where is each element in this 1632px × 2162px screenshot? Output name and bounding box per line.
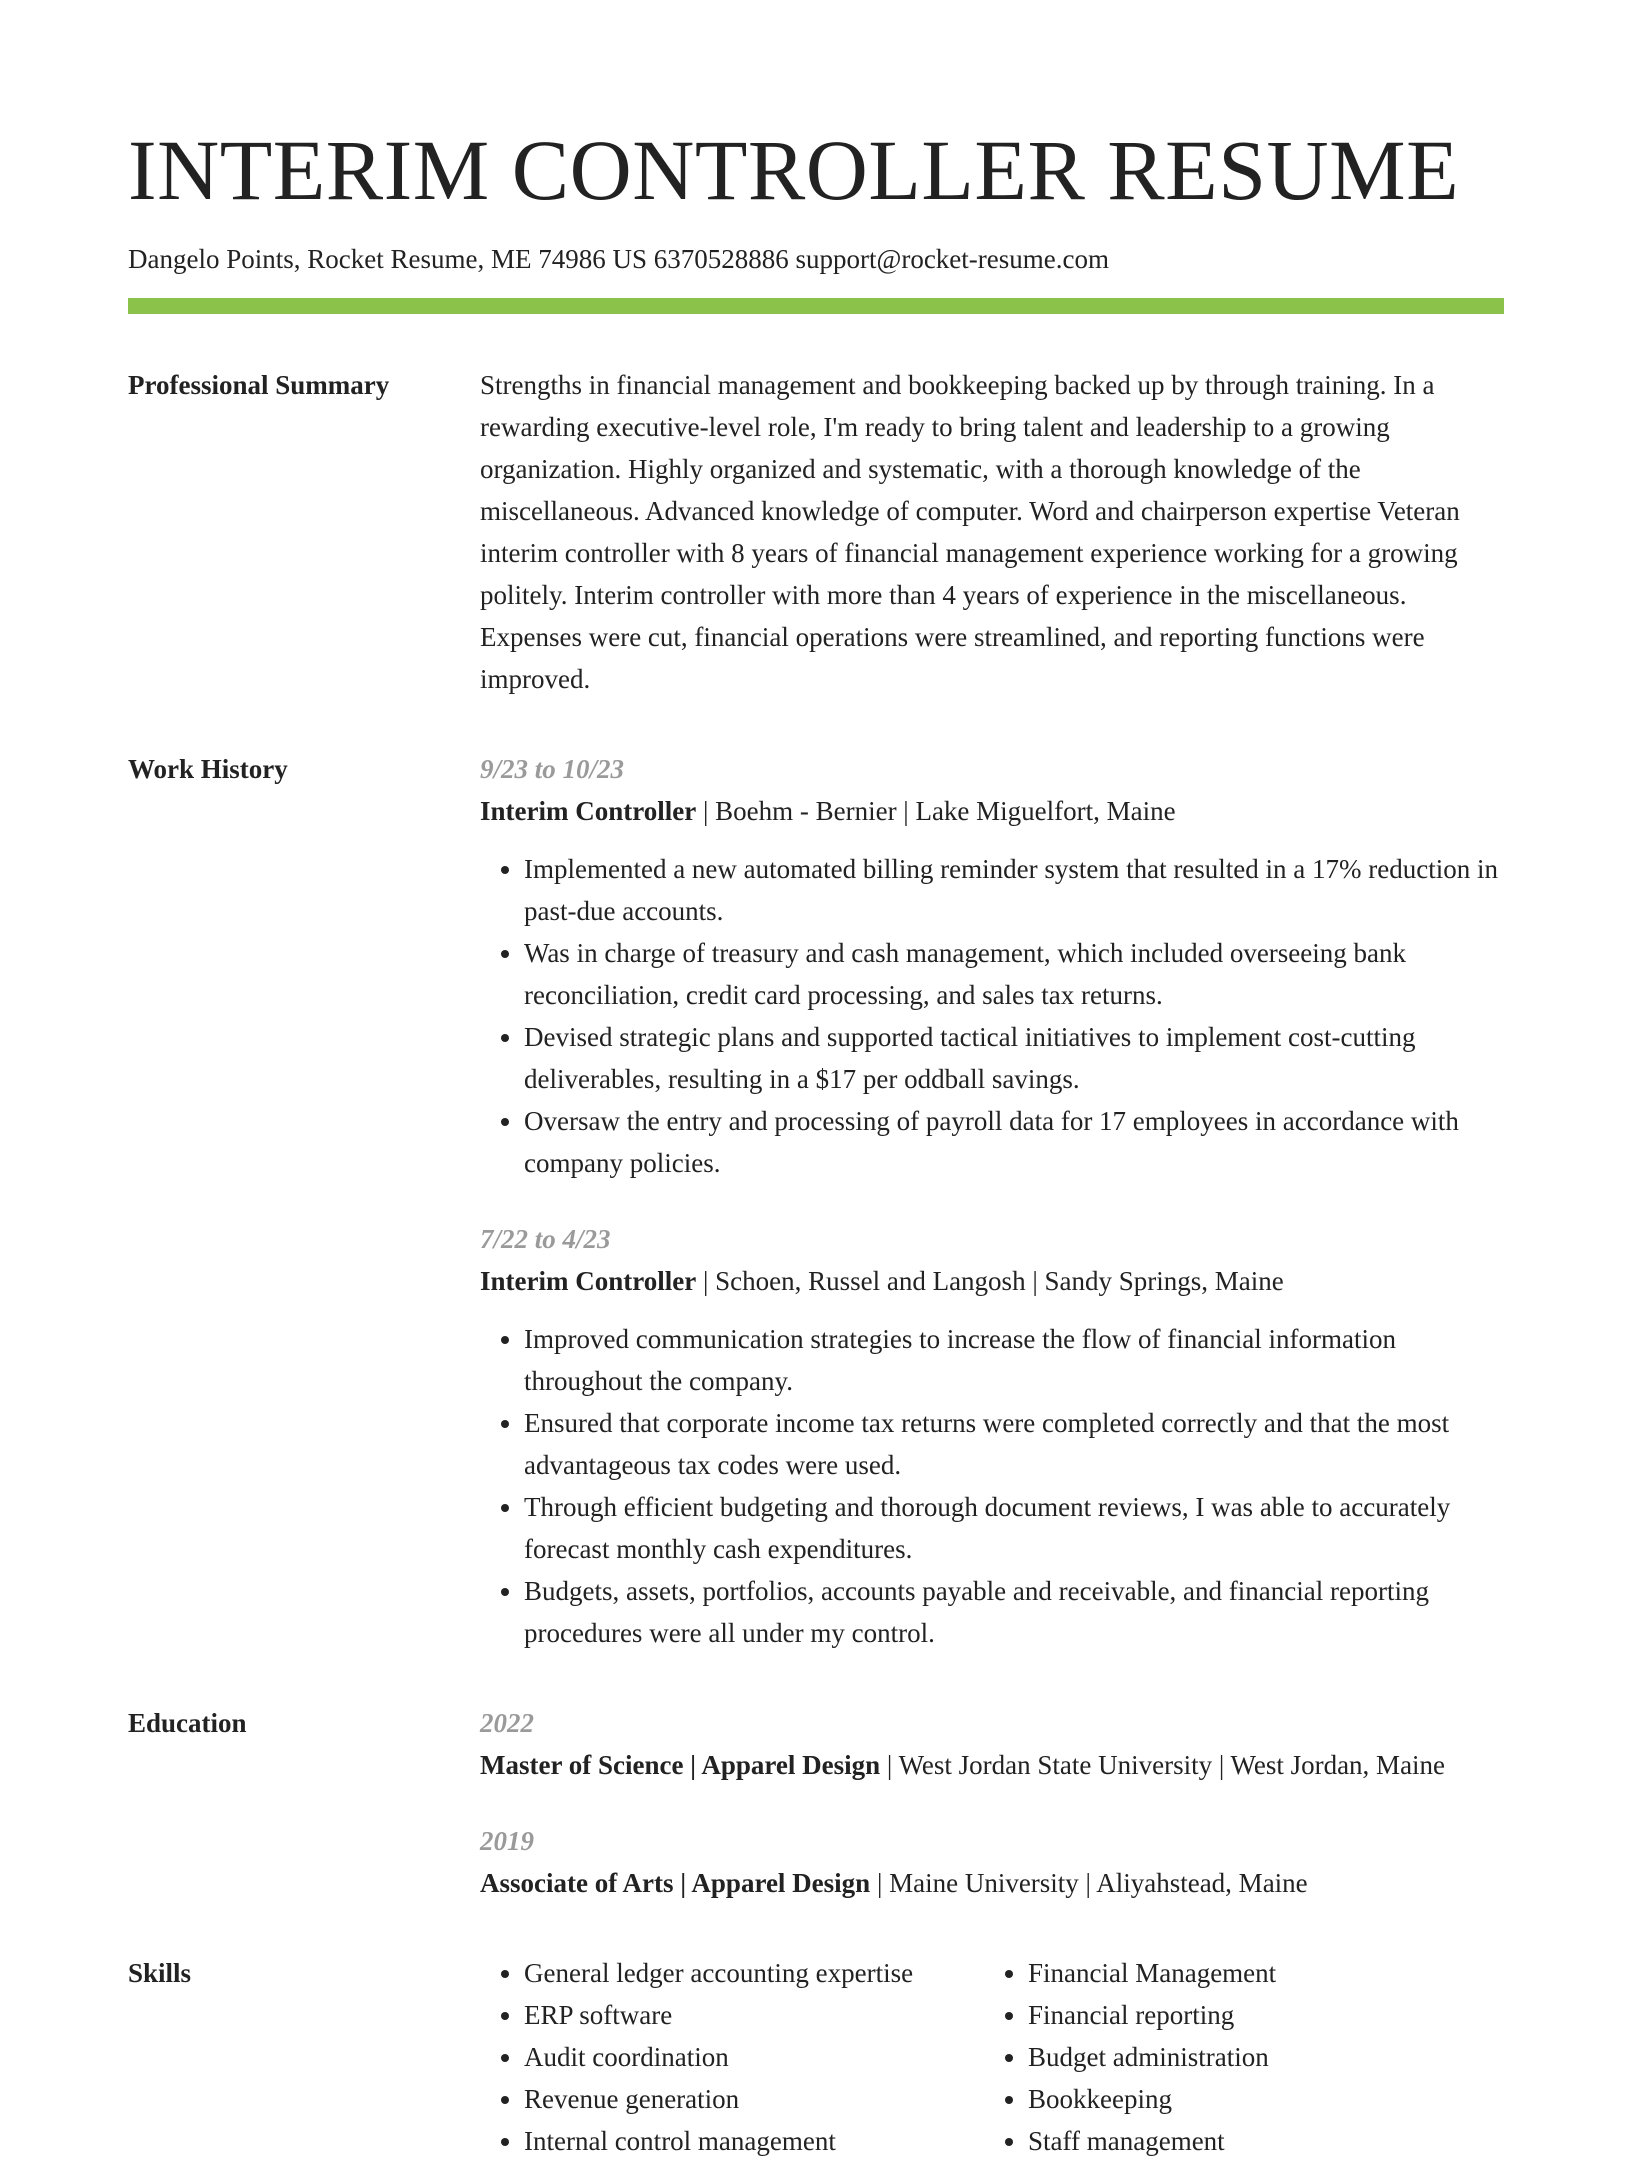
skill-item: • ERP software (524, 1994, 984, 2036)
job-role: Interim Controller (480, 1266, 697, 1296)
skills-section (128, 1952, 1504, 2162)
education-degree: Associate of Arts | Apparel Design (480, 1868, 871, 1898)
education-year: 2022 (480, 1708, 534, 1738)
summary-body (480, 364, 1504, 700)
education-section (128, 1702, 1504, 1904)
skills-body (480, 1952, 1504, 2162)
resume-title: INTERIM CONTROLLER RESUME (128, 122, 1460, 218)
skill-item: • General ledger accounting expertise (524, 1952, 984, 1994)
job-bullet: • Implemented a new automated billing reminder system that resulted in a 17% reduction in past-due accounts. (524, 848, 1504, 932)
job-bullet: • Ensured that corporate income tax returns were completed correctly and that the most advantageous tax codes were used. (524, 1402, 1504, 1486)
education-heading (480, 1744, 1504, 1786)
job-bullet: • Devised strategic plans and supported tactical initiatives to implement cost-cutting deliverables, resulting in a $17 per oddball savings. (524, 1016, 1504, 1100)
professional-summary-section (128, 364, 1504, 700)
job-heading (480, 790, 1504, 832)
job-role: Interim Controller (480, 796, 697, 826)
job-bullet: • Oversaw the entry and processing of payroll data for 17 employees in accordance with company policies. (524, 1100, 1504, 1184)
accent-divider (128, 298, 1504, 314)
skill-item: • Revenue generation (524, 2078, 984, 2120)
job-details: | Schoen, Russel and Langosh | Sandy Springs, Maine (696, 1266, 1284, 1296)
job-bullets (480, 1318, 1504, 1654)
education-body (480, 1702, 1504, 1904)
skill-item: • Staff management (1028, 2120, 1488, 2162)
skill-item: • Financial Management (1028, 1952, 1488, 1994)
job-bullet: • Was in charge of treasury and cash management, which included overseeing bank reconciliation, credit card processing, and sales tax returns. (524, 932, 1504, 1016)
section-label-skills: Skills (128, 1958, 192, 1988)
skills-list-right (984, 1952, 1488, 2162)
skill-item: • Bookkeeping (1028, 2078, 1488, 2120)
education-heading (480, 1862, 1504, 1904)
section-label-education: Education (128, 1708, 247, 1738)
job-entry (480, 748, 1504, 1184)
resume-page (128, 0, 1504, 2162)
job-bullet: • Through efficient budgeting and thorough document reviews, I was able to accurately forecast monthly cash expenditures. (524, 1486, 1504, 1570)
skill-item: • Internal control management (524, 2120, 984, 2162)
work-history-body (480, 748, 1504, 1654)
job-details: | Boehm - Bernier | Lake Miguelfort, Maine (696, 796, 1176, 826)
job-date: 9/23 to 10/23 (480, 754, 625, 784)
contact-info: Dangelo Points, Rocket Resume, ME 74986 US 6370528886 support@rocket-resume.com (128, 244, 1109, 274)
education-degree: Master of Science | Apparel Design (480, 1750, 881, 1780)
education-entry (480, 1702, 1504, 1786)
education-entry (480, 1820, 1504, 1904)
summary-text: Strengths in financial management and bookkeeping backed up by through training. In a rewarding executive-level role, I'm ready to bring talent and leadership to a growing organization. Highly organized and systematic, with a thorough knowledge of the miscellaneous. Advanced knowledge of computer. Word and chairperson expertise Veteran interim controller with 8 years of financial management experience working for a growing politely. Interim controller with more than 4 years of experience in the miscellaneous. Expenses were cut, financial operations were streamlined, and reporting functions were improved. (480, 370, 1460, 694)
skills-columns (480, 1952, 1504, 2162)
job-bullet: • Budgets, assets, portfolios, accounts payable and receivable, and financial reporting procedures were all under my control. (524, 1570, 1504, 1654)
skill-item: • Audit coordination (524, 2036, 984, 2078)
skill-item: • Budget administration (1028, 2036, 1488, 2078)
job-entry (480, 1218, 1504, 1654)
education-details: | Maine University | Aliyahstead, Maine (870, 1868, 1308, 1898)
job-heading (480, 1260, 1504, 1302)
section-label-summary: Professional Summary (128, 370, 390, 400)
skill-item: • Financial reporting (1028, 1994, 1488, 2036)
skills-list-left (480, 1952, 984, 2162)
job-bullet: • Improved communication strategies to increase the flow of financial information throughout the company. (524, 1318, 1504, 1402)
work-history-section (128, 748, 1504, 1654)
job-date: 7/22 to 4/23 (480, 1224, 611, 1254)
job-bullets (480, 848, 1504, 1184)
section-label-work: Work History (128, 754, 288, 784)
education-year: 2019 (480, 1826, 534, 1856)
education-details: | West Jordan State University | West Jordan, Maine (880, 1750, 1446, 1780)
